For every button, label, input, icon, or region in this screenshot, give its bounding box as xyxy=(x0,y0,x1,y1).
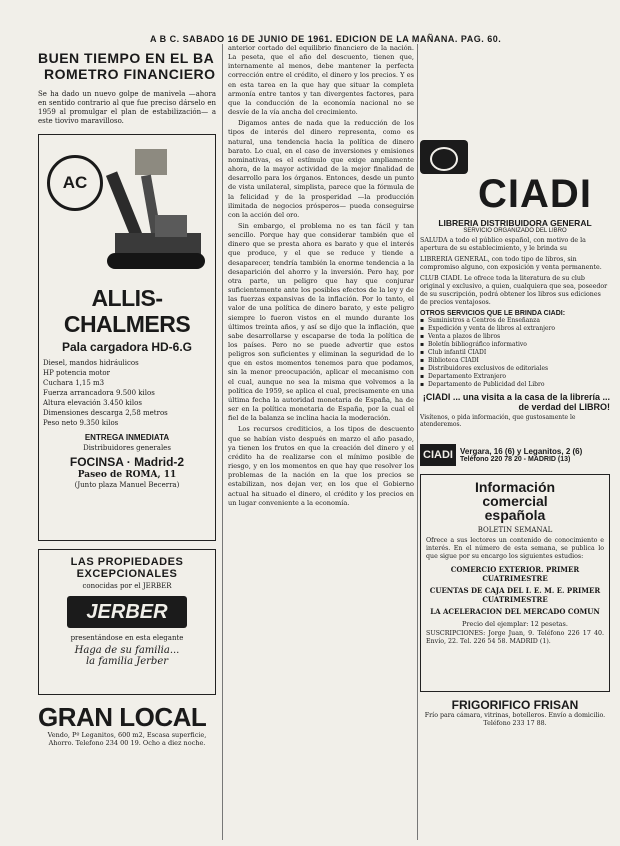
allis-address: Paseo de ROMA, 11 xyxy=(77,470,177,480)
info-topic: LA ACELERACION DEL MERCADO COMUN xyxy=(430,607,600,616)
ciadi-service-item: ▪ Suministros a Centros de Enseñanza xyxy=(420,317,610,325)
jerber-slogan-2: la familia Jerber xyxy=(85,656,169,667)
ciadi-emblem xyxy=(420,140,468,174)
article-intro: Se ha dado un nuevo golpe de manivela —ahora en sentido contrario al que fue preciso dárselo en 1959 al promulgar el plan de estabilización— a este tiovivo maravilloso. xyxy=(38,90,216,125)
ciadi-services-title: OTROS SERVICIOS QUE LE BRINDA CIADI: xyxy=(420,310,566,317)
info-text: Ofrece a sus lectores un contenido de conocimiento e interés. En el número de esta semana, se publica lo que sigue por su encargo los siguientes estudios: xyxy=(426,537,604,560)
allis-specs xyxy=(43,358,211,428)
article-paragraph: anterior cortado del equilibrio financiero de la nación. La peseta, que el año del descuento, tienen que, internamente al menos, debe mantener la perfecta corrección entre el crédito, el dinero y los precios. Y es en esta tarea en la que hay que situar la completa armonía entre tantos y tan divergentes factores, para que la conducción de la economía nacional no se desvíe de la vía ancha del crecimiento. xyxy=(228,44,414,117)
allis-company: FOCINSA · Madrid-2 xyxy=(69,455,185,469)
jerber-headline: LAS PROPIEDADES xyxy=(70,556,184,568)
ciadi-services xyxy=(420,317,610,389)
allis-spec-line: Cuchara 1,15 m3 xyxy=(43,379,105,387)
ciadi-phone: Teléfono 220 78 20 - MADRID (13) xyxy=(460,456,571,463)
frisan-text: Frío para cámara, vitrinas, botelleros. Envío a domicilio. Teléfono 233 17 88. xyxy=(424,712,606,727)
info-price: Precio del ejemplar: 12 pesetas. xyxy=(462,620,568,628)
ciadi-subtitle-2: SERVICIO ORGANIZADO DEL LIBRO xyxy=(463,228,567,234)
allis-logo: AC xyxy=(47,155,103,211)
article-title: BUEN TIEMPO EN EL BA xyxy=(38,50,215,66)
ciadi-service-item: ▪ Boletín bibliográfico informativo xyxy=(420,341,610,349)
allis-spec-line: Peso neto 9.350 kilos xyxy=(43,419,119,427)
page-header: A B C. SABADO 16 DE JUNIO DE 1961. EDICION DE LA MAÑANA. PAG. 60. xyxy=(150,34,502,44)
middle-column xyxy=(228,44,414,840)
loader-arm xyxy=(106,171,144,242)
info-topic: CUENTAS DE CAJA DEL I. E. M. E. PRIMER CUATRIMESTRE xyxy=(429,586,601,604)
loader-cab xyxy=(155,215,187,237)
allis-spec-line: HP potencia motor xyxy=(43,369,110,377)
jerber-slogan: Haga de su familia... xyxy=(74,645,180,656)
ciadi-mini-logo: CIADI xyxy=(420,444,456,466)
ciadi-salute: SALUDA a todo el público español, con motivo de la apertura de su establecimiento, y le brinda su xyxy=(420,237,586,252)
info-title-2: comercial xyxy=(482,493,548,509)
globe-icon xyxy=(430,147,458,171)
info-comercial-ad xyxy=(420,474,610,692)
info-title: Información xyxy=(474,479,556,495)
column-top-spacer xyxy=(420,44,610,132)
allis-corner: (Junto plaza Manuel Becerra) xyxy=(74,481,180,489)
allis-brand: ALLIS-CHALMERS xyxy=(63,285,191,337)
allis-model: Pala cargadora HD-6.G xyxy=(61,340,193,354)
ciadi-service-item: ▪ Departamento Extranjero xyxy=(420,373,610,381)
ciadi-address: Vergara, 16 (6) y Leganitos, 2 (6) xyxy=(460,447,583,456)
loader-bucket xyxy=(135,149,167,175)
ciadi-visit: ¡CIADI ... una visita a la casa de la librería ... de verdad del LIBRO! xyxy=(422,392,610,412)
loader-tracks xyxy=(107,253,205,269)
jerber-headline-2: EXCEPCIONALES xyxy=(76,568,178,580)
allis-spec-line: Altura elevación 3.450 kilos xyxy=(43,399,142,407)
ciadi-service-item: ▪ Biblioteca CIADI xyxy=(420,357,610,365)
ciadi-service-item: ▪ Departamento de Publicidad del Libro xyxy=(420,381,610,389)
jerber-ad xyxy=(38,549,216,695)
ciadi-ad xyxy=(420,132,610,432)
frisan-title: FRIGORIFICO FRISAN xyxy=(451,698,579,712)
allis-spec-line: Dimensiones descarga 2,58 metros xyxy=(43,409,168,417)
info-title-3: española xyxy=(484,507,546,523)
left-column xyxy=(38,50,216,840)
ciadi-name: CIADI xyxy=(478,172,592,216)
column-rule xyxy=(222,44,223,840)
ciadi-service-item: ▪ Expedición y venta de libros al extranjero xyxy=(420,325,610,333)
article-paragraph: Los recursos crediticios, a los tipos de descuento que se habían visto después en marzo el año pasado, ya tienen los frutos en que la creación del dinero y el crédito ha de realizarse con el mínimo posible de riesgo, y en los momentos en que hay que resolver los problemas de la nación en la que los precios se estabilizan, nos dejan ver, en los que el Gobierno actual ha situado el dinero, el crédito y los precios en un lugar conveniente a la economía. xyxy=(228,425,414,507)
ciadi-service-item: ▪ Club infantil CIADI xyxy=(420,349,610,357)
ciadi-service-item: ▪ Distribuidores exclusivos de editoriales xyxy=(420,365,610,373)
ciadi-library: LIBRERIA GENERAL, con todo tipo de libros, sin compromiso alguno, con exposición y venta permanente. xyxy=(420,256,602,271)
allis-chalmers-ad xyxy=(38,134,216,541)
ciadi-visit-2: Visítenos, o pida información, que gustosamente le atenderemos. xyxy=(420,414,576,428)
article-title-line-2: ROMETRO FINANCIERO xyxy=(44,66,216,82)
jerber-known: conocidas por el JERBER xyxy=(82,582,172,590)
allis-spec-line: Diesel, mandos hidráulicos xyxy=(43,359,139,367)
jerber-tagline: presentándose en esta elegante xyxy=(70,634,184,642)
ciadi-club: CLUB CIADI. Le ofrece toda la literatura de su club original y exclusivo, a quien, cualquiera que sea, poseedor de su suscripción, podrá obtener los libros sus ediciones de precios ventajosos. xyxy=(420,275,608,306)
info-boletin: BOLETIN SEMANAL xyxy=(477,526,553,534)
allis-spec-line: Fuerza arrancadora 9.500 kilos xyxy=(43,389,155,397)
jerber-brand: JERBER xyxy=(67,596,187,628)
ciadi-service-item: ▪ Venta a plazos de libros xyxy=(420,333,610,341)
allis-distributors: Distribuidores generales xyxy=(83,444,171,452)
loader-machine-image xyxy=(95,141,211,277)
column-rule xyxy=(417,44,418,840)
local-ad-title: GRAN LOCAL xyxy=(38,702,207,732)
ciadi-address-bar xyxy=(420,444,610,466)
right-column xyxy=(420,44,610,840)
ciadi-subtitle: LIBRERIA DISTRIBUIDORA GENERAL xyxy=(438,218,592,228)
info-subscriptions: SUSCRIPCIONES: Jorge Juan, 9. Teléfono 226 17 40. Envío, 22. Tel. 226 54 58. MADRID (1). xyxy=(426,630,604,645)
info-topic: COMERCIO EXTERIOR. PRIMER CUATRIMESTRE xyxy=(450,565,580,583)
article-paragraph: Sin embargo, el problema no es tan fácil y tan sencillo. Porque hay que considerar también que el dinero que se presta ahora es barato y que el interés que produce, y el que se reduce y tiende a desaparecer, tendría también la enorme tendencia a la desaparición del ahorro y la inversión. Pero hay, por otra parte, un peligro que hay que conjurar suficientemente ante los posibles efectos de la ley y de las fuerzas expansivas de la inflación. Por lo tanto, el valor de una política de dinero barato, y este peligro siempre lo fueron vistos en el mundo durante los últimos treinta años, y así se dijo que la inflación, que sabe desarrollarse y escaparse de toda la política de los países. Pero no se puede advertir que estos peligros son suficientes y eliminan la seguridad de lo que en estos momentos tenemos para que podamos, sin la menor preocupación, aplicar el mecanismo con el cual, aunque no sea la misma que volvemos a la política de 1959, se aplica el cual, precisamente en una última fecha la autoridad monetaria de España, ha de ser en la política monetaria de España, por la cual el fiel de la balanza se inclina hacia la moderación. xyxy=(228,221,414,423)
allis-delivery: ENTREGA INMEDIATA xyxy=(84,433,170,442)
article-paragraph: Digamos antes de nada que la reducción de los tipos de interés del dinero representa, como es natural, una tendencia hacia la política de dinero barato. Lo cual, en el caso de inversiones y emisiones nominativas, es el estímulo que exige ampliamente ahora, de la mayor actividad de la mejor finalidad de desarrollo para los órganos. Entonces, desde un punto de vista unilateral, simplista, parece que la fórmula de la felicidad y de la prosperidad —la producción ilimitada de negocios prósperos— pueda conseguirse con la acción del oro. xyxy=(228,119,414,219)
local-ad-text: Vendo, Pº Leganitos, 600 m2, Escasa superficie, Ahorro. Telefono 234 00 19. Ocho a diez noche. xyxy=(47,731,207,747)
